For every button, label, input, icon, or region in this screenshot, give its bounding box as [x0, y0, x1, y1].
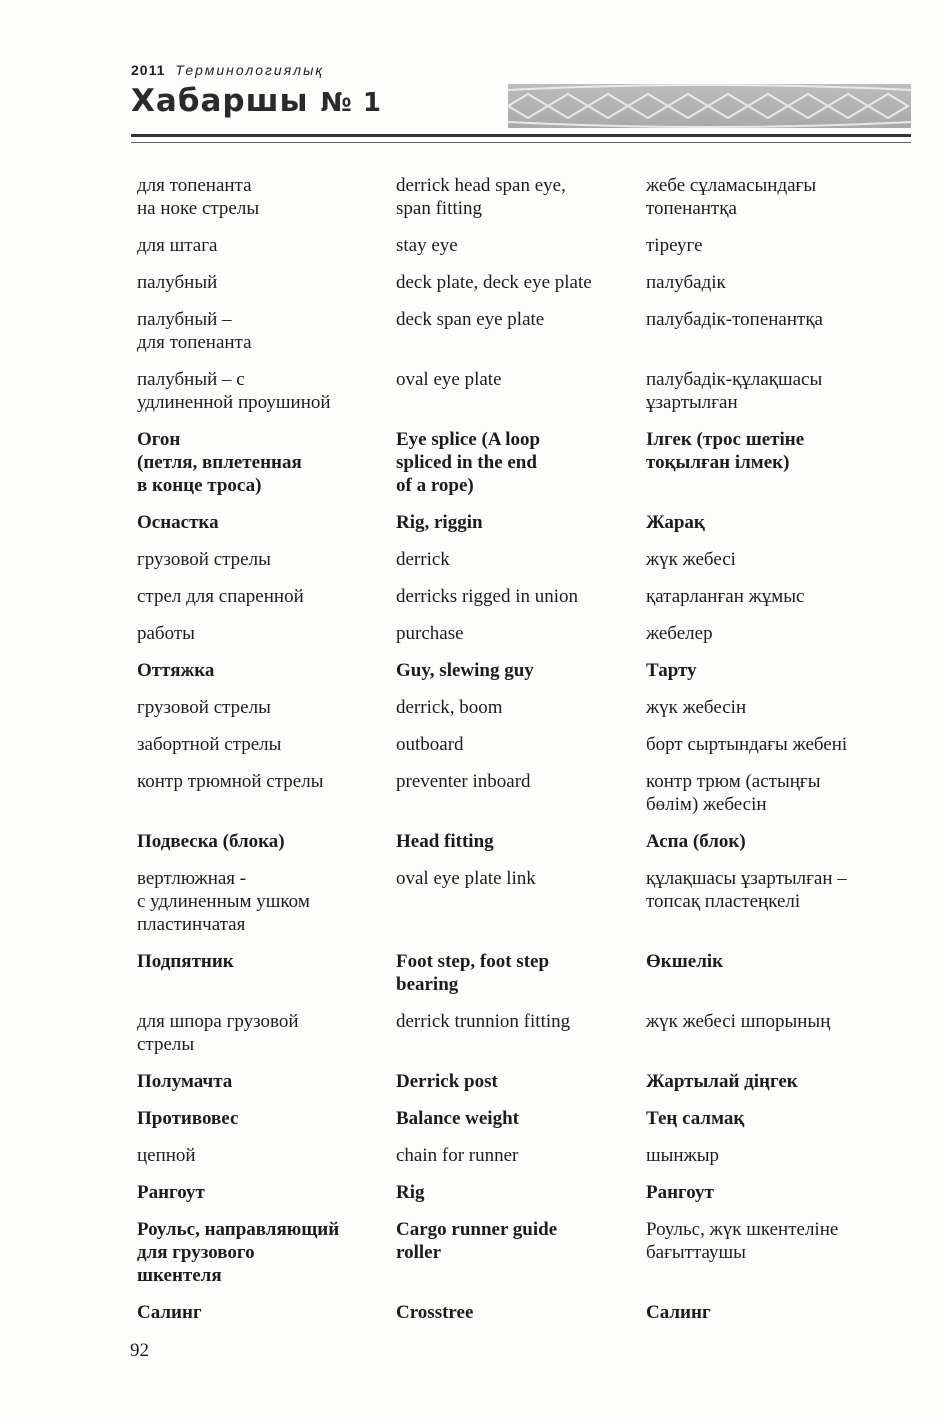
term-row — [137, 622, 897, 645]
term-row — [137, 1301, 897, 1324]
russian-term: грузовой стрелы — [137, 697, 271, 718]
english-term: deck plate, deck eye plate — [396, 272, 592, 293]
russian-term: палубный – с удлиненной проушиной — [137, 369, 331, 413]
russian-term: палубный — [137, 272, 218, 293]
russian-term: Подвеска (блока) — [137, 831, 285, 852]
english-term: purchase — [396, 623, 464, 644]
kazakh-term: Аспа (блок) — [646, 831, 746, 852]
english-term: outboard — [396, 734, 464, 755]
term-row — [137, 770, 897, 816]
english-term: Eye splice (A loop spliced in the end of a rope) — [396, 429, 541, 496]
term-row — [137, 1070, 897, 1093]
english-term: Balance weight — [396, 1108, 519, 1129]
english-term: derrick, boom — [396, 697, 503, 718]
term-row — [137, 830, 897, 853]
journal-title: Хабаршы — [131, 83, 309, 119]
english-term: stay eye — [396, 235, 458, 256]
kazakh-term: Роульс, жүк шкентеліне бағыттаушы — [646, 1219, 839, 1263]
issue-number: № 1 — [320, 88, 382, 118]
kazakh-term: құлақшасы ұзартылған – топсақ пластеңкелі — [646, 868, 847, 912]
ornament-banner — [508, 84, 911, 128]
kazakh-term: жүк жебесін — [646, 697, 747, 718]
kazakh-term: палубадік — [646, 272, 726, 293]
russian-term: для штага — [137, 235, 218, 256]
kazakh-term: жүк жебесі шпорының — [646, 1011, 831, 1032]
running-head — [131, 62, 324, 78]
english-term: Foot step, foot step bearing — [396, 951, 550, 995]
russian-term: для шпора грузовой стрелы — [137, 1011, 299, 1055]
page-number: 92 — [130, 1340, 149, 1361]
russian-term: Оттяжка — [137, 660, 215, 681]
english-term: deck span eye plate — [396, 309, 545, 330]
english-term: derrick head span eye, span fitting — [396, 175, 566, 219]
english-term: oval eye plate — [396, 369, 502, 390]
kazakh-term: Өкшелік — [646, 951, 724, 972]
term-row — [137, 368, 897, 414]
page-header — [131, 62, 911, 152]
russian-term: грузовой стрелы — [137, 549, 271, 570]
russian-term: цепной — [137, 1145, 196, 1166]
term-row — [137, 585, 897, 608]
term-row — [137, 174, 897, 220]
header-year: 2011 — [131, 62, 166, 78]
english-term: oval eye plate link — [396, 868, 536, 889]
english-term: Cargo runner guide roller — [396, 1219, 558, 1263]
kazakh-term: контр трюм (астыңғы бөлім) жебесін — [646, 771, 821, 815]
russian-term: Подпятник — [137, 951, 234, 972]
term-row — [137, 950, 897, 996]
kazakh-term: жүк жебесі — [646, 549, 736, 570]
term-row — [137, 1218, 897, 1287]
kazakh-term: Салинг — [646, 1302, 711, 1323]
kazakh-term: Жарақ — [646, 512, 705, 533]
header-title — [131, 83, 382, 119]
english-term: Derrick post — [396, 1071, 498, 1092]
term-row — [137, 548, 897, 571]
term-row — [137, 1107, 897, 1130]
kazakh-term: жебелер — [646, 623, 713, 644]
header-rule-thick — [131, 134, 911, 137]
russian-term: забортной стрелы — [137, 734, 282, 755]
english-term: Rig, riggin — [396, 512, 483, 533]
term-row — [137, 1181, 897, 1204]
russian-term: Салинг — [137, 1302, 202, 1323]
russian-term: Роульс, направляющий для грузового шкентеля — [137, 1219, 340, 1286]
russian-term: Противовес — [137, 1108, 239, 1129]
kazakh-term: қатарланған жұмыс — [646, 586, 805, 607]
english-term: Rig — [396, 1182, 425, 1203]
english-term: Guy, slewing guy — [396, 660, 534, 681]
russian-term: стрел для спаренной — [137, 586, 304, 607]
header-rule-thin — [131, 142, 911, 143]
kazakh-term: палубадік-құлақшасы ұзартылған — [646, 369, 823, 413]
term-row — [137, 511, 897, 534]
term-row — [137, 428, 897, 497]
russian-term: Рангоут — [137, 1182, 205, 1203]
term-row — [137, 271, 897, 294]
term-row — [137, 696, 897, 719]
kazakh-term: борт сыртындағы жебені — [646, 734, 848, 755]
terminology-table — [137, 174, 897, 1338]
term-row — [137, 308, 897, 354]
kazakh-term: Тең салмақ — [646, 1108, 745, 1129]
kazakh-term: Тарту — [646, 660, 697, 681]
kazakh-term: жебе сұламасындағы топенантқа — [646, 175, 817, 219]
russian-term: Огон (петля, вплетенная в конце троса) — [137, 429, 302, 496]
term-row — [137, 234, 897, 257]
term-row — [137, 1010, 897, 1056]
english-term: derricks rigged in union — [396, 586, 579, 607]
term-row — [137, 733, 897, 756]
kazakh-term: Ілгек (трос шетіне тоқылған ілмек) — [646, 429, 805, 473]
term-row — [137, 867, 897, 936]
english-term: chain for runner — [396, 1145, 519, 1166]
russian-term: палубный – для топенанта — [137, 309, 252, 353]
kazakh-term: палубадік-топенантқа — [646, 309, 823, 330]
english-term: derrick — [396, 549, 450, 570]
russian-term: Оснастка — [137, 512, 219, 533]
kazakh-term: Рангоут — [646, 1182, 714, 1203]
english-term: preventer inboard — [396, 771, 531, 792]
term-row — [137, 1144, 897, 1167]
english-term: derrick trunnion fitting — [396, 1011, 571, 1032]
kazakh-term: Жартылай діңгек — [646, 1071, 798, 1092]
english-term: Crosstree — [396, 1302, 474, 1323]
term-row — [137, 659, 897, 682]
russian-term: вертлюжная - с удлиненным ушком пластинчатая — [137, 868, 310, 935]
russian-term: контр трюмной стрелы — [137, 771, 324, 792]
russian-term: для топенанта на ноке стрелы — [137, 175, 260, 219]
header-journal: Терминологиялық — [175, 62, 324, 78]
kazakh-term: шынжыр — [646, 1145, 719, 1166]
russian-term: Полумачта — [137, 1071, 233, 1092]
kazakh-term: тіреуге — [646, 235, 703, 256]
english-term: Head fitting — [396, 831, 494, 852]
russian-term: работы — [137, 623, 195, 644]
